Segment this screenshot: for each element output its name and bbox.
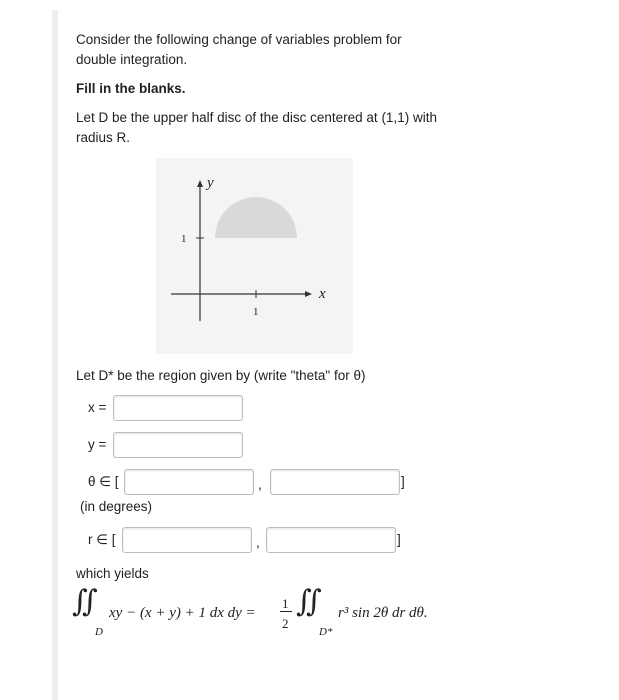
y-axis-arrow <box>197 180 203 187</box>
rhs-integral-sign: ∬ <box>296 585 322 618</box>
y-tick-label: 1 <box>181 233 187 245</box>
x-axis-label: x <box>319 286 326 302</box>
r-lower-input[interactable] <box>122 527 252 553</box>
x-tick-label: 1 <box>253 306 259 318</box>
x-axis-arrow <box>305 291 312 297</box>
yields-text: which yields <box>76 566 149 581</box>
left-border <box>52 10 58 700</box>
r-comma: , <box>256 535 260 550</box>
region-plot <box>156 158 353 354</box>
region-d-text: Let D be the upper half disc of the disc centered at (1,1) with radius R. <box>76 110 437 145</box>
theta-close-bracket: ] <box>401 474 405 489</box>
rhs-subscript: D* <box>319 626 333 638</box>
region-figure <box>156 158 353 354</box>
r-upper-input[interactable] <box>266 527 396 553</box>
r-label: r ∈ [ <box>88 532 116 547</box>
y-label: y = <box>88 437 107 452</box>
lhs-integrand: xy − (x + y) + 1 dx dy = <box>109 605 256 621</box>
x-input[interactable] <box>113 395 243 421</box>
intro-text: Consider the following change of variables problem for double integration. <box>76 32 402 67</box>
theta-degree-note: (in degrees) <box>80 499 153 514</box>
x-label: x = <box>88 400 107 415</box>
r-close-bracket: ] <box>397 532 401 547</box>
fraction-bar <box>280 611 292 612</box>
y-axis-label: y <box>207 175 214 191</box>
theta-comma: , <box>258 477 262 492</box>
lhs-subscript: D <box>95 626 103 638</box>
y-input[interactable] <box>113 432 243 458</box>
fraction-numerator: 1 <box>282 596 289 611</box>
rhs-integrand: r³ sin 2θ dr dθ. <box>338 605 428 621</box>
lhs-integral-sign: ∬ <box>72 585 98 618</box>
integral-equation <box>72 585 596 640</box>
theta-upper-input[interactable] <box>270 469 400 495</box>
fraction-denominator: 2 <box>282 616 289 631</box>
instruction-text: Fill in the blanks. <box>76 81 186 96</box>
theta-lower-input[interactable] <box>124 469 254 495</box>
region-dstar-text: Let D* be the region given by (write "theta" for θ) <box>76 368 366 383</box>
theta-label: θ ∈ [ <box>88 474 119 489</box>
half-disc <box>215 197 297 238</box>
